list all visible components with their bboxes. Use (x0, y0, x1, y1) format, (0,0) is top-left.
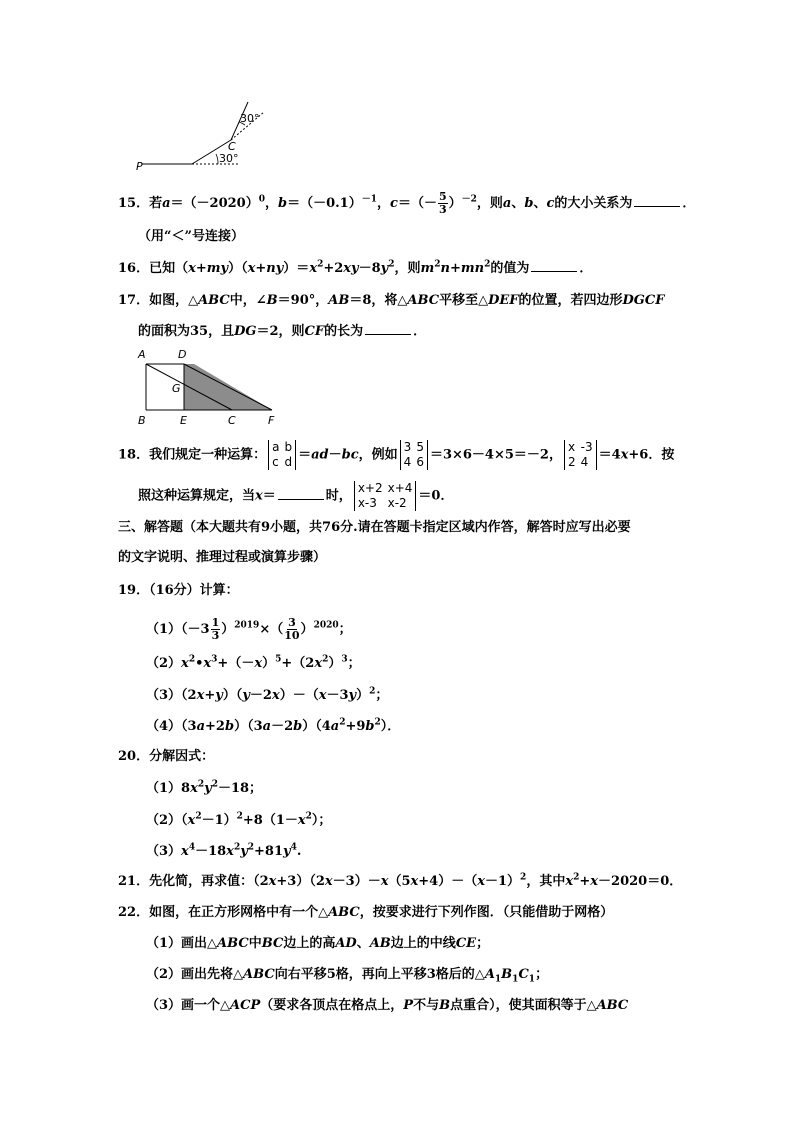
answer-blank (365, 322, 411, 335)
question-18: 18．我们规定一种运算： a b c d ＝ad－bc，例如 3 5 4 6 ＝3×6－4×5＝－2， x -3 2 4 ＝4x+6．按 (118, 440, 675, 469)
label-p: P (136, 160, 143, 173)
determinant-example-1: 3 5 4 6 (400, 440, 428, 470)
fraction-5-3: $\frac{5}{3}$ (438, 190, 447, 216)
label-d: D (178, 348, 187, 361)
label-e: E (180, 414, 187, 427)
question-18-line2: 照这种运算规定，当x＝ 时， x+2 x+4 x-3 x-2 ＝0． (138, 481, 454, 510)
answer-blank (634, 194, 680, 207)
question-15: 15．若$a=(-2020)^0$，$b=(-0.1)^{-1}$，c＝（－ $\frac{5}{3}$ ）$^{-2}$，则a、b、c的大小关系为 ． (118, 190, 696, 216)
angle-bottom-label: 30° (219, 152, 239, 165)
question-22-part-2: （2）画出先将△ABC向右平移5格，再向上平移3格后的$\triangle A_1B_1C_1$； (146, 967, 549, 985)
angle-top-label: 30° (240, 112, 260, 125)
angle-figure (130, 96, 280, 176)
fraction-3-10: $\frac{3}{10}$ (284, 616, 300, 642)
question-19-part-4: $(4)(3a+2b)(3a-2b)(4a^2+9b^2)$． (146, 717, 401, 734)
label-f: F (268, 414, 275, 427)
question-15-note: （用“＜”号连接） (138, 229, 244, 244)
label-c: C (228, 140, 236, 153)
question-19-part-3: $(3)(2x+y)(y-2x)-(x-3y)^2$； (146, 686, 389, 703)
fraction-1-3: $\frac{1}{3}$ (211, 616, 220, 642)
label-g: G (172, 382, 181, 395)
question-19-part-1: （1）（－3 $\frac{1}{3}$ ）$^{2019}$×（ $\frac{3}{10}$ ）$^{2020}$； (146, 616, 352, 642)
question-22-part-1: （1）画出△ABC中BC边上的高AD、AB边上的中线CE； (146, 936, 490, 951)
question-20: 20．分解因式： (118, 749, 215, 764)
section-3-heading: 三、解答题（本大题共有9小题，共76分.请在答题卡指定区域内作答，解答时应写出必要 (118, 520, 631, 535)
label-c: C (228, 414, 236, 427)
question-21: 21．先化简，再求值：$(2x+3)(2x-3)-x(5x+4)-(x-1)^2$，其中$x^2+x-2020=0$． (118, 872, 683, 889)
question-20-part-1: $(1)8x^2y^2-18$； (146, 779, 263, 796)
label-b: B (138, 414, 146, 427)
answer-blank (531, 259, 577, 272)
question-19-part-2: $(2)x^2•x^3+(-x)^5+(2x^2)^3$； (146, 654, 361, 671)
determinant-example-2: x -3 2 4 (564, 440, 597, 470)
question-22-part-3: （3）画一个△ACP（要求各顶点在格点上，P不与B点重合），使其面积等于△ABC (146, 998, 629, 1013)
determinant-question: x+2 x+4 x-3 x-2 (354, 481, 417, 511)
question-20-part-2: $(2)(x^2-1)^2+8(1-x^2)$； (146, 811, 332, 828)
section-3-heading-line2: 的文字说明、推理过程或演算步骤） (118, 550, 327, 565)
question-19: 19．（16分）计算： (118, 583, 239, 598)
question-16: 16．已知$(x+my)(x+ny)=x^2+2xy-8y^2$，则$m^2n+mn^2$的值为 ． (118, 259, 593, 276)
question-17: 17．如图，△ABC中，∠B＝90°，AB＝8，将△ABC平移至△DEF的位置，若四边形DGCF (118, 293, 665, 308)
determinant-abcd: a b c d (268, 440, 296, 470)
question-22: 22．如图，在正方形网格中有一个△ABC，按要求进行下列作图．（只能借助于网格） (118, 905, 614, 920)
question-20-part-3: $(3)x^4-18x^2y^2+81y^4$. (146, 842, 302, 859)
question-17-line2: 的面积为35，且DG＝2，则CF的长为 ． (138, 324, 427, 339)
triangle-figure (134, 346, 294, 430)
answer-blank (278, 487, 324, 500)
label-a: A (138, 348, 146, 361)
